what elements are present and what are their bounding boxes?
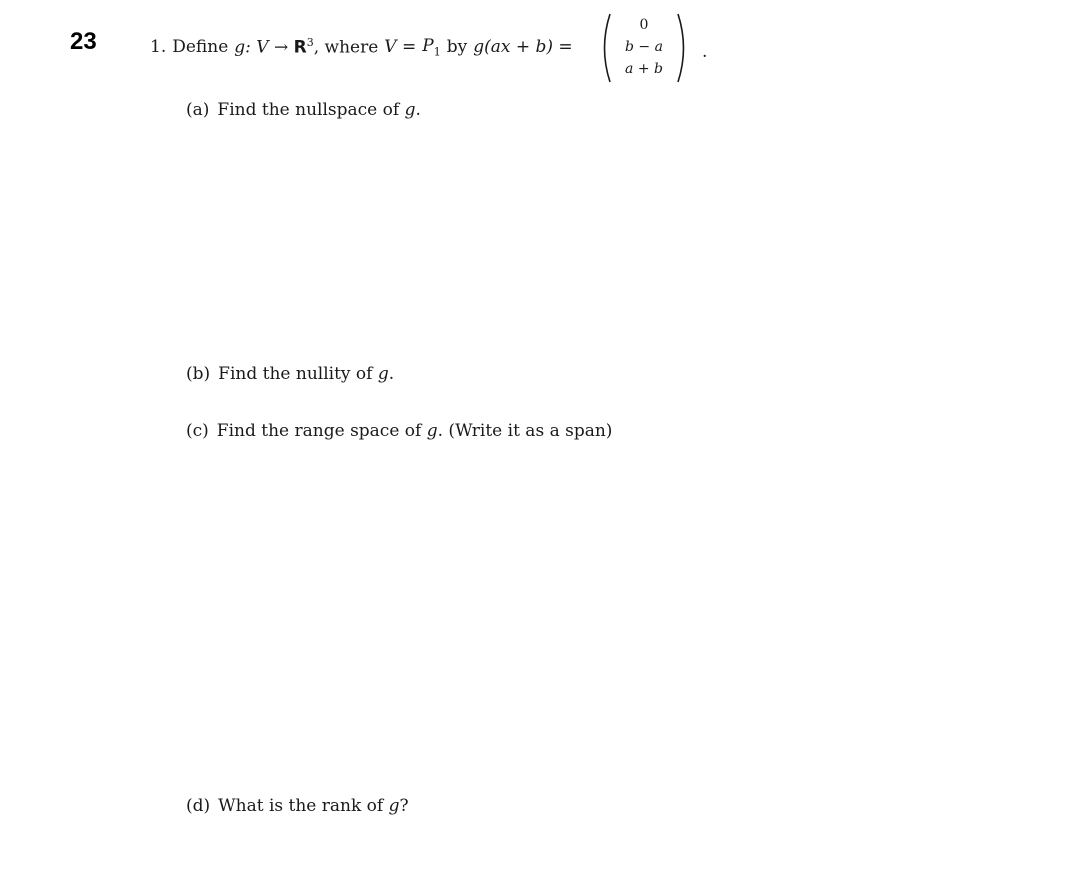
real-numbers-symbol: R: [293, 38, 307, 59]
part-variable: g: [388, 796, 400, 816]
part-text-end: ?: [399, 796, 409, 816]
part-label: (d): [186, 796, 211, 816]
left-parenthesis-icon: [598, 12, 612, 84]
statement-period: .: [702, 42, 708, 62]
part-c: [186, 421, 612, 441]
problem-statement: [150, 36, 573, 58]
part-d: [186, 796, 409, 816]
define-word: Define: [172, 37, 229, 58]
problem-number: 1.: [150, 37, 167, 58]
part-text: Find the range space of: [216, 421, 422, 441]
column-vector: [598, 12, 698, 84]
function-g: g: [234, 38, 246, 59]
polynomial-degree: 1: [433, 45, 441, 59]
part-a: [186, 100, 421, 120]
part-text: Find the nullspace of: [217, 100, 400, 120]
where-text: , where: [313, 38, 379, 59]
part-text: Find the nullity of: [218, 364, 373, 384]
part-variable: g: [404, 100, 416, 120]
polynomial-space: [422, 36, 440, 58]
by-word: by: [446, 37, 468, 58]
part-text-end: . (Write it as a span): [437, 421, 613, 441]
part-variable: g: [377, 364, 389, 384]
v-equals: V =: [384, 37, 417, 58]
vector-entry: b − a: [625, 39, 663, 55]
right-parenthesis-icon: [676, 12, 690, 84]
real-numbers-power: 3: [306, 36, 314, 50]
part-b: [186, 364, 394, 384]
map-arrow: : V →: [245, 38, 294, 59]
part-text-end: .: [415, 100, 421, 120]
vector-entries: [614, 14, 674, 80]
part-variable: g: [426, 421, 438, 441]
function-expression: g(ax + b) =: [473, 37, 573, 58]
part-text-end: .: [388, 364, 395, 384]
part-label: (a): [186, 100, 210, 120]
part-label: (c): [186, 421, 209, 441]
part-text: What is the rank of: [218, 796, 384, 816]
polynomial-symbol: P: [422, 36, 434, 56]
part-label: (b): [186, 364, 211, 384]
vector-entry: a + b: [625, 61, 663, 77]
map-definition: [234, 36, 378, 58]
page-number: 23: [70, 28, 97, 55]
vector-entry: 0: [639, 17, 649, 33]
